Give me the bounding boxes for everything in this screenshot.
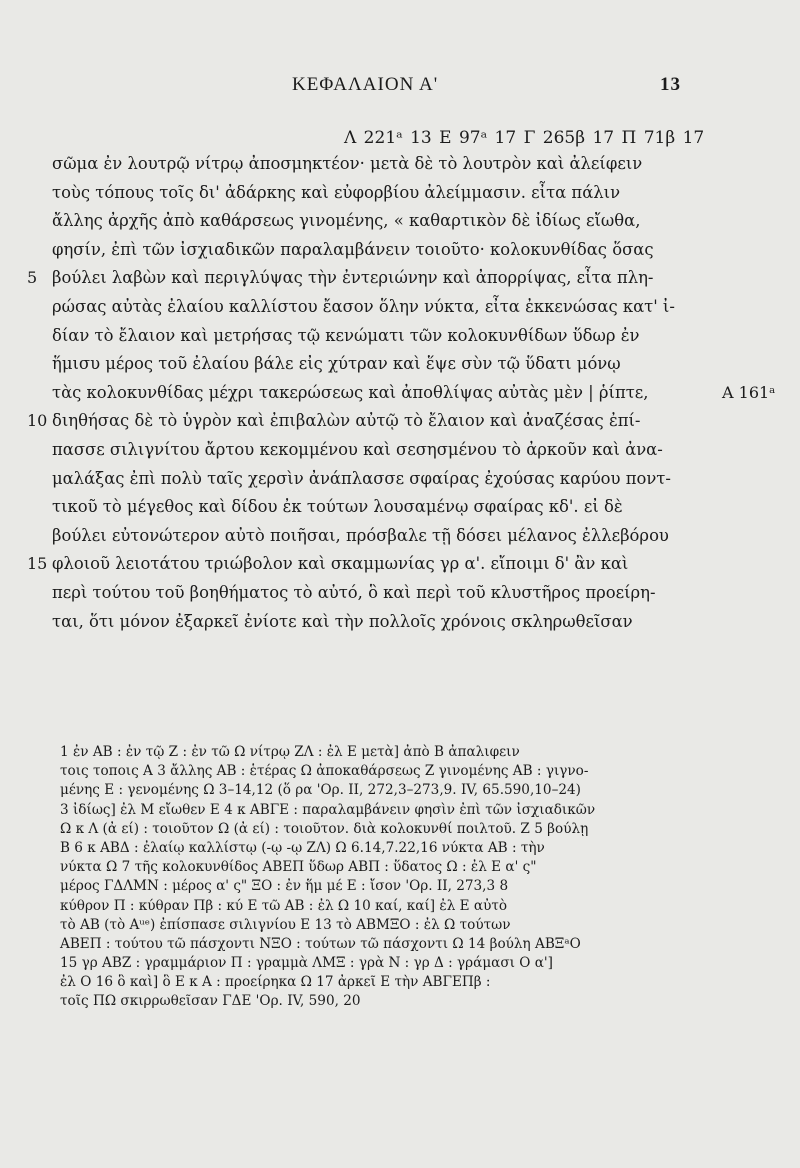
- apparatus-line: [0, 840, 800, 859]
- line-text: ται, ὅτι μόνον ἐξαρκεῖ ἐνίοτε καὶ τὴν πολλοῖς χρόνοις σκληρωθεῖσαν: [52, 611, 633, 631]
- chapter-title: ΚΕΦΑΛΑΙΟΝ Α': [292, 74, 439, 95]
- line-text: δίαν τὸ ἔλαιον καὶ μετρήσας τῷ κενώματι τῶν κολοκυνθίδων ὕδωρ ἐν: [52, 325, 640, 345]
- line-number: 10: [27, 411, 48, 431]
- line-text: διηθήσας δὲ τὸ ὑγρὸν καὶ ἐπιβαλὼν αὐτῷ τὸ ἔλαιον καὶ ἀναζέσας ἐπί-: [52, 411, 641, 431]
- apparatus-text: νύκτα Ω 7 τῆς κολοκυνθίδος ΑΒΕΠ ὕδωρ ΑΒΠ : ὕδατος Ω : ἐλ Ε α' ς": [60, 859, 537, 876]
- apparatus-text: Ω κ Λ (ἀ εί) : τοιοῦτον Ω (ἀ εί) : τοιοῦτον. διὰ κολοκυνθί ποιλτοῦ. Ζ 5 βούλῃ: [60, 820, 589, 837]
- apparatus-text: 1 ἐν ΑΒ : ἐν τῷ Ζ : ἐν τῶ Ω νίτρῳ ΖΛ : ἐλ Ε μετὰ] ἀπὸ Β ἀπαλιφειν: [60, 744, 520, 760]
- manuscript-sigla-line: Λ 221ᵃ 13 Ε 97ᵃ 17 Γ 265β 17 Π 71β 17: [344, 128, 705, 148]
- text-line: [0, 469, 800, 498]
- line-text: ρώσας αὐτὰς ἐλαίου καλλίστου ἔασον ὅλην νύκτα, εἶτα ἐκκενώσας κατ' ἰ-: [52, 296, 675, 316]
- apparatus-text: τὸ ΑΒ (τὸ Αᵘᵉ) ἐπίσπασε σιλιγνίου Ε 13 τὸ ΑΒΜΞΟ : ἐλ Ω τούτων: [60, 916, 511, 933]
- running-head: [0, 74, 800, 100]
- line-text: ἥμισυ μέρος τοῦ ἐλαίου βάλε εἰς χύτραν καὶ ἕψε σὺν τῷ ὕδατι μόνῳ: [52, 354, 621, 374]
- text-line: [0, 183, 800, 212]
- line-number: 15: [27, 554, 48, 574]
- text-line: [0, 411, 800, 440]
- main-text: [0, 154, 800, 640]
- text-line: [0, 554, 800, 583]
- critical-apparatus: [0, 744, 800, 1013]
- text-line: [0, 326, 800, 355]
- apparatus-text: μένης Ε : γενομένης Ω 3–14,12 (ὅ ρα 'Ορ. ΙΙ, 272,3–273,9. IV, 65.590,10–24): [60, 782, 581, 799]
- line-text: βούλει λαβὼν καὶ περιγλύψας τὴν ἐντεριώνην καὶ ἀπορρίψας, εἶτα πλη-: [52, 268, 654, 288]
- apparatus-line: [0, 821, 800, 840]
- apparatus-line: [0, 898, 800, 917]
- line-text: τικοῦ τὸ μέγεθος καὶ δίδου ἐκ τούτων λουσαμένῳ σφαίρας κδ'. εἰ δὲ: [52, 497, 623, 517]
- apparatus-text: κύθρον Π : κύθραν Πβ : κύ Ε τῶ ΑΒ : ἐλ Ω 10 καί, καί] ἐλ Ε αὐτὸ: [60, 897, 508, 914]
- line-text: φλοιοῦ λειοτάτου τριώβολον καὶ σκαμμωνίας γρ α'. εἴποιμι δ' ἂν καὶ: [52, 554, 629, 574]
- line-text: σῶμα ἐν λουτρῷ νίτρῳ ἀποσμηκτέον· μετὰ δὲ τὸ λουτρὸν καὶ ἀλείφειν: [52, 154, 643, 173]
- text-line: [0, 354, 800, 383]
- line-text: ἄλλης ἀρχῆς ἀπὸ καθάρσεως γινομένης, « καθαρτικὸν δὲ ἰδίως εἴωθα,: [52, 211, 641, 231]
- line-text: βούλει εὐτονώτερον αὐτὸ ποιῆσαι, πρόσβαλε τῇ δόσει μέλανος ἐλλεβόρου: [52, 525, 669, 545]
- apparatus-line: [0, 782, 800, 801]
- apparatus-line: [0, 917, 800, 936]
- line-number: 5: [27, 268, 38, 288]
- line-text: τὰς κολοκυνθίδας μέχρι τακερώσεως καὶ ἀποθλίψας αὐτὰς μὲν | ῥίπτε,: [52, 382, 649, 402]
- text-line: [0, 612, 800, 641]
- apparatus-line: [0, 763, 800, 782]
- text-line: [0, 526, 800, 555]
- apparatus-text: 15 γρ ΑΒΖ : γραμμάριον Π : γραμμὰ ΛΜΞ : γρὰ Ν : γρ Δ : γράμασι Ο α']: [60, 955, 553, 972]
- apparatus-text: ΑΒΕΠ : τούτου τῶ πάσχοντι ΝΞΟ : τούτων τῶ πάσχοντι Ω 14 βούλη ΑΒΞᵃΟ: [60, 935, 581, 952]
- line-text: πασσε σιλιγνίτου ἄρτου κεκομμένου καὶ σεσησμένου τὸ ἀρκοῦν καὶ ἀνα-: [52, 439, 663, 459]
- text-line: [0, 268, 800, 297]
- text-line: [0, 497, 800, 526]
- apparatus-line: [0, 936, 800, 955]
- apparatus-line: [0, 859, 800, 878]
- text-line: [0, 297, 800, 326]
- text-line: [0, 211, 800, 240]
- apparatus-line: [0, 878, 800, 897]
- apparatus-line: [0, 744, 800, 763]
- line-text: φησίν, ἐπὶ τῶν ἰσχιαδικῶν παραλαμβάνειν τοιοῦτο· κολοκυνθίδας ὅσας: [52, 239, 654, 259]
- text-line: [0, 440, 800, 469]
- apparatus-line: [0, 993, 800, 1012]
- apparatus-line: [0, 955, 800, 974]
- apparatus-text: τοις τοποις Α 3 ἄλλης ΑΒ : ἑτέρας Ω ἀποκαθάρσεως Ζ γινομένης ΑΒ : γιγνο-: [60, 763, 589, 780]
- margin-note: Α 161ᵃ: [722, 382, 776, 402]
- line-text: μαλάξας ἐπὶ πολὺ ταῖς χερσὶν ἀνάπλασσε σφαίρας ἐχούσας καρύου ποντ-: [52, 468, 671, 488]
- apparatus-text: τοῖς ΠΩ σκιρρωθεῖσαν ΓΔΕ 'Ορ. IV, 590, 20: [60, 993, 361, 1010]
- text-line: [0, 240, 800, 269]
- text-line: [0, 383, 800, 412]
- apparatus-text: Β 6 κ ΑΒΔ : ἐλαίῳ καλλίστῳ (-ῳ -ῳ ΖΛ) Ω 6.14,7.22,16 νύκτα ΑΒ : τὴν: [60, 839, 545, 856]
- apparatus-line: [0, 802, 800, 821]
- text-line: [0, 583, 800, 612]
- line-text: τοὺς τόπους τοῖς δι' ἀδάρκης καὶ εὐφορβίου ἀλείμμασιν. εἶτα πάλιν: [52, 182, 621, 202]
- line-text: περὶ τούτου τοῦ βοηθήματος τὸ αὐτό, ὃ καὶ περὶ τοῦ κλυστῆρος προείρη-: [52, 582, 656, 602]
- apparatus-text: μέρος ΓΔΛΜΝ : μέρος α' ς" ΞΟ : ἐν ἥμ μέ Ε : ἴσον 'Ορ. ΙΙ, 273,3 8: [60, 878, 509, 895]
- text-line: [0, 154, 800, 183]
- page-number: 13: [660, 74, 681, 95]
- apparatus-text: ἐλ Ο 16 ὃ καὶ] ὃ Ε κ Α : προείρηκα Ω 17 ἀρκεῖ Ε τὴν ΑΒΓΕΠβ :: [60, 974, 491, 991]
- apparatus-text: 3 ἰδίως] ἐλ Μ εἴωθεν Ε 4 κ ΑΒΓΕ : παραλαμβάνειν φησὶν ἐπὶ τῶν ἰσχιαδικῶν: [60, 801, 596, 818]
- apparatus-line: [0, 974, 800, 993]
